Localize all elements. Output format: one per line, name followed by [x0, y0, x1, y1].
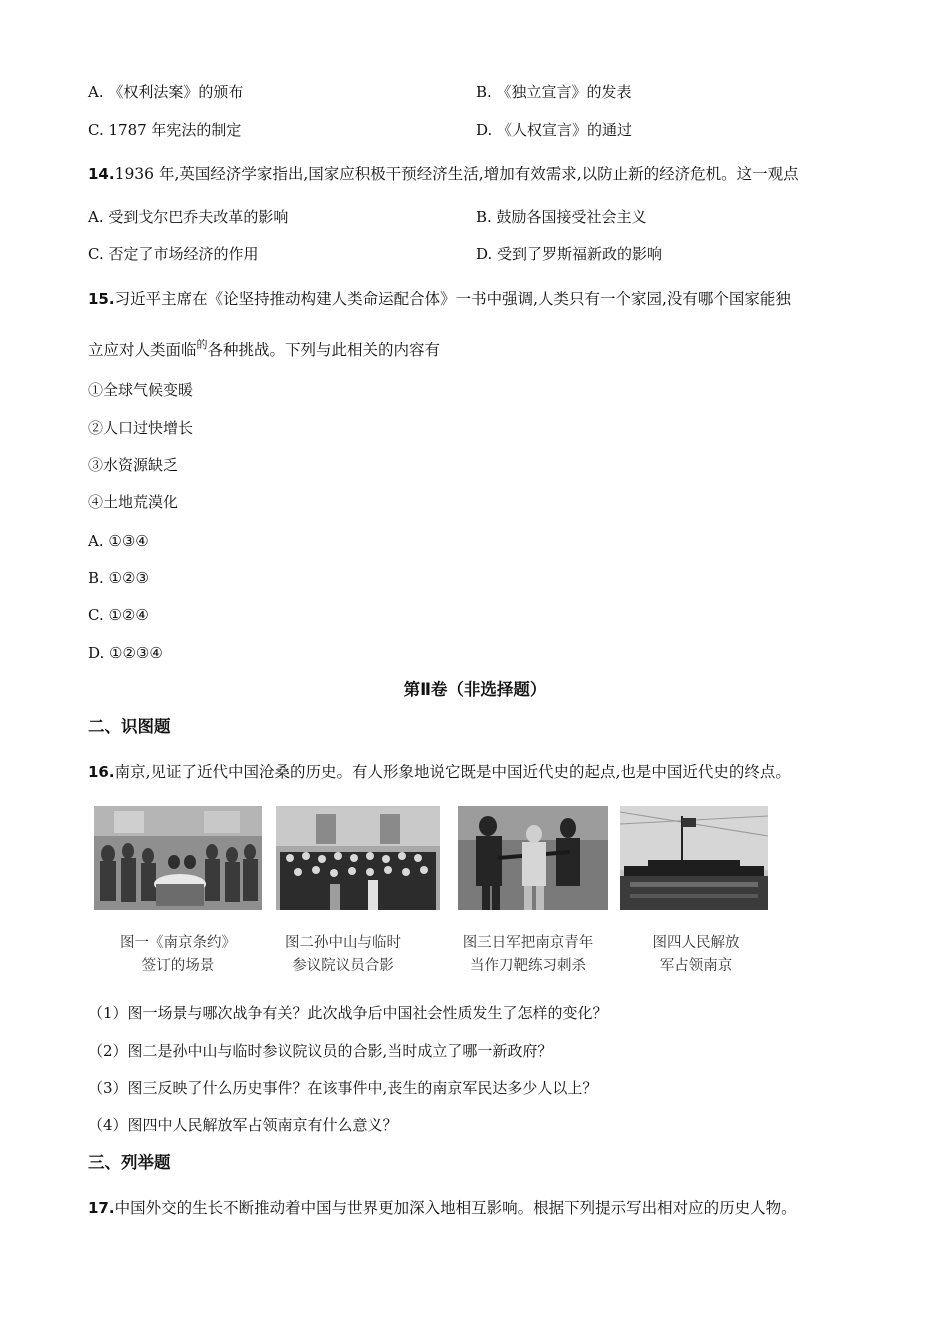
q15-item-1: ①全球气候变暖 [88, 381, 194, 399]
q15-option-b: B. ①②③ [88, 569, 149, 587]
q17-text: 中国外交的生长不断推动着中国与世界更加深入地相互影响。根据下列提示写出相对应的历史人物。 [114, 1199, 797, 1217]
q15-option-a: A. ①③④ [88, 532, 149, 550]
q13-option-c: C. 1787 年宪法的制定 [88, 121, 242, 139]
caption-figure-2 [258, 932, 428, 978]
q14-text: 1936 年,英国经济学家指出,国家应积极干预经济生活,增加有效需求,以防止新的经济危机。这一观点 [114, 165, 799, 183]
caption-4-line2: 军占领南京 [659, 958, 733, 974]
q13-option-b: B. 《独立宣言》的发表 [476, 83, 632, 101]
photo-treaty-of-nanjing [94, 806, 262, 910]
q14-option-b: B. 鼓励各国接受社会主义 [476, 208, 647, 226]
q15-number: 15. [88, 290, 115, 308]
part2-title: 第Ⅱ卷（非选择题） [403, 680, 547, 699]
q16-sub-3: （3）图三反映了什么历史事件？在该事件中,丧生的南京军民达多少人以上？ [88, 1079, 598, 1097]
q13-option-a: A. 《权利法案》的颁布 [88, 83, 244, 101]
photo-nanjing-massacre [458, 806, 608, 910]
section3-heading: 三、列举题 [88, 1153, 171, 1172]
caption-2-line2: 参议院议员合影 [292, 958, 394, 974]
q15-option-d: D. ①②③④ [88, 644, 163, 662]
section2-heading: 二、识图题 [88, 717, 171, 736]
q16-sub-2: （2）图二是孙中山与临时参议院议员的合影,当时成立了哪一新政府？ [88, 1042, 553, 1060]
caption-1-line1: 图一《南京条约》 [120, 935, 236, 951]
q14-option-a: A. 受到戈尔巴乔夫改革的影响 [88, 208, 289, 226]
caption-1-line2: 签订的场景 [141, 958, 215, 974]
q14-number: 14. [88, 165, 115, 183]
q17-number: 17. [88, 1199, 115, 1217]
caption-3-line1: 图三日军把南京青年 [462, 935, 594, 951]
q13-option-d: D. 《人权宣言》的通过 [476, 121, 633, 139]
q15-line2-sup: 的 [196, 338, 208, 351]
caption-figure-3 [443, 932, 613, 978]
q15-text-line1: 习近平主席在《论坚持推动构建人类命运配合体》一书中强调,人类只有一个家园,没有哪个国家能独 [114, 290, 791, 308]
q16-number: 16. [88, 763, 115, 781]
q15-item-4: ④土地荒漠化 [88, 493, 179, 511]
q15-stem-line2 [88, 340, 440, 362]
q14-stem [88, 164, 799, 184]
caption-figure-4 [611, 932, 781, 978]
q14-option-d: D. 受到了罗斯福新政的影响 [476, 245, 663, 263]
caption-4-line1: 图四人民解放 [652, 935, 740, 951]
q15-line2-pre: 立应对人类面临 [88, 341, 197, 359]
q15-line2-post: 各种挑战。下列与此相关的内容有 [207, 341, 441, 359]
q16-sub-4: （4）图四中人民解放军占领南京有什么意义？ [88, 1116, 398, 1134]
caption-figure-1 [93, 932, 263, 978]
q15-stem [88, 289, 791, 309]
photo-sun-yatsen-group [276, 806, 440, 910]
q15-item-3: ③水资源缺乏 [88, 456, 179, 474]
q16-sub-1: （1）图一场景与哪次战争有关？此次战争后中国社会性质发生了怎样的变化？ [88, 1004, 608, 1022]
q15-item-2: ②人口过快增长 [88, 419, 194, 437]
q16-stem [88, 762, 791, 782]
caption-2-line1: 图二孙中山与临时 [285, 935, 401, 951]
q16-text: 南京,见证了近代中国沧桑的历史。有人形象地说它既是中国近代史的起点,也是中国近代史的终点。 [114, 763, 791, 781]
photo-pla-occupies-nanjing [620, 806, 768, 910]
q17-stem [88, 1198, 797, 1218]
q15-option-c: C. ①②④ [88, 606, 149, 624]
caption-3-line2: 当作刀靶练习刺杀 [470, 958, 586, 974]
q14-option-c: C. 否定了市场经济的作用 [88, 245, 259, 263]
